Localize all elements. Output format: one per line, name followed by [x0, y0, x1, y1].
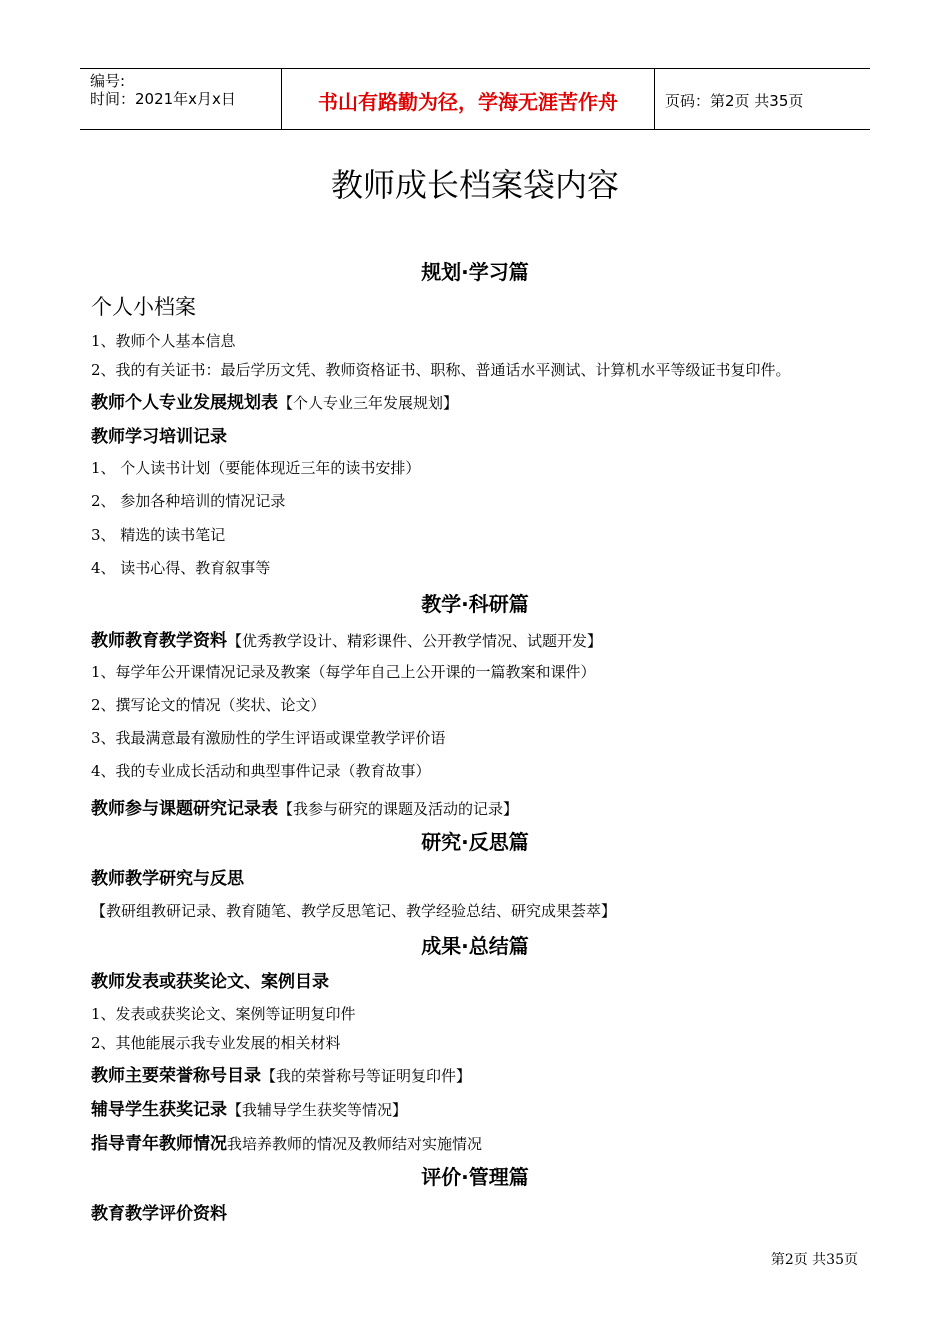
header-motto-cell: [282, 69, 655, 129]
profile-item: 2、我的有关证书：最后学历文凭、教师资格证书、职称、普通话水平测试、计算机水平等级证书复印件。: [91, 361, 791, 379]
plan-line: [91, 388, 458, 413]
profile-heading: 个人小档案: [91, 295, 196, 319]
students-line: [91, 1095, 407, 1120]
papers-title: 教师发表或获奖论文、案例目录: [91, 972, 329, 992]
honors-line: [91, 1061, 471, 1086]
section-heading-evaluation: 评价·管理篇: [421, 1165, 529, 1189]
students-title: 辅导学生获奖记录: [91, 1100, 227, 1120]
teaching-item: 4、我的专业成长活动和典型事件记录（教育故事）: [91, 762, 431, 780]
teaching-item: 1、每学年公开课情况记录及教案（每学年自己上公开课的一篇教案和课件）: [91, 663, 596, 681]
section-heading-research: 研究·反思篇: [421, 830, 529, 854]
training-item: 2、 参加各种培训的情况记录: [91, 492, 286, 510]
header-motto: 书山有路勤为径，学海无涯苦作舟: [318, 90, 618, 114]
header-time-label: 时间：2021年x月x日: [90, 90, 236, 108]
reflection-heading: [91, 864, 244, 889]
training-item: 1、 个人读书计划（要能体现近三年的读书安排）: [91, 459, 421, 477]
section-heading-teaching: 教学·科研篇: [421, 592, 529, 616]
honors-note: 【我的荣誉称号等证明复印件】: [261, 1067, 472, 1085]
header-page-label: 页码：第2页 共35页: [665, 92, 804, 110]
header-number-label: 编号:: [90, 72, 126, 90]
plan-title: 教师个人专业发展规划表: [91, 393, 278, 413]
mentoring-title: 指导青年教师情况: [91, 1134, 227, 1154]
document-title: 教师成长档案袋内容: [330, 166, 619, 204]
honors-title: 教师主要荣誉称号目录: [91, 1066, 261, 1086]
students-note: 【我辅导学生获奖等情况】: [227, 1101, 408, 1119]
teaching-line: [91, 626, 602, 651]
research-record-title: 教师参与课题研究记录表: [91, 799, 278, 819]
training-item: 3、 精选的读书笔记: [91, 526, 226, 544]
page-footer: 第2页 共35页: [770, 1252, 858, 1268]
header-left-cell: [80, 69, 282, 129]
section-heading-planning: 规划·学习篇: [421, 260, 529, 284]
evaluation-title: 教育教学评价资料: [91, 1204, 227, 1224]
header-page-cell: [655, 69, 870, 129]
training-item: 4、 读书心得、教育叙事等: [91, 559, 271, 577]
page-header: [80, 68, 870, 130]
research-record-line: [91, 794, 518, 819]
teaching-note: 【优秀教学设计、精彩课件、公开教学情况、试题开发】: [227, 632, 603, 650]
reflection-note: 【教研组教研记录、教育随笔、教学反思笔记、教学经验总结、研究成果荟萃】: [91, 902, 617, 920]
evaluation-heading: [91, 1199, 227, 1224]
teaching-title: 教师教育教学资料: [91, 631, 227, 651]
teaching-item: 2、撰写论文的情况（奖状、论文）: [91, 696, 326, 714]
plan-note: 【个人专业三年发展规划】: [278, 394, 459, 412]
mentoring-line: [91, 1129, 482, 1154]
papers-item: 2、其他能展示我专业发展的相关材料: [91, 1034, 341, 1052]
reflection-title: 教师教学研究与反思: [91, 869, 244, 889]
training-heading: [91, 422, 227, 447]
training-title: 教师学习培训记录: [91, 427, 227, 447]
profile-item: 1、教师个人基本信息: [91, 332, 236, 350]
mentoring-note: 我培养教师的情况及教师结对实施情况: [227, 1135, 483, 1153]
research-record-note: 【我参与研究的课题及活动的记录】: [278, 800, 519, 818]
papers-heading: [91, 967, 329, 992]
section-heading-results: 成果·总结篇: [421, 934, 529, 958]
papers-item: 1、发表或获奖论文、案例等证明复印件: [91, 1005, 356, 1023]
teaching-item: 3、我最满意最有激励性的学生评语或课堂教学评价语: [91, 729, 446, 747]
